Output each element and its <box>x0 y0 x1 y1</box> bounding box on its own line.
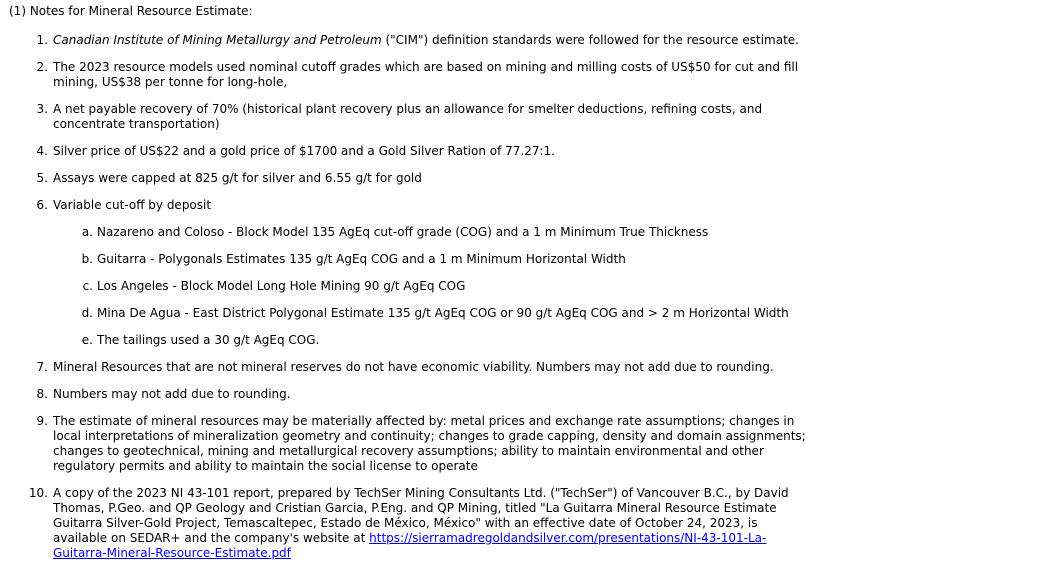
notes-document <box>9 4 809 573</box>
cutoff-sublist <box>53 225 809 348</box>
note-number: 3. <box>36 102 48 116</box>
note-item-8 <box>9 387 809 402</box>
note-number: 9. <box>36 414 48 428</box>
note-number: 1. <box>36 33 48 47</box>
note-number: 5. <box>36 171 48 185</box>
note-item-10 <box>9 486 809 561</box>
sub-item-text: Nazareno and Coloso - Block Model 135 AgEq cut-off grade (COG) and a 1 m Minimum True Thickness <box>97 225 709 239</box>
sub-item-c <box>53 279 809 294</box>
note-text: Assays were capped at 825 g/t for silver and 6.55 g/t for gold <box>53 171 422 185</box>
note-text: The estimate of mineral resources may be materially affected by: metal prices and exchange rate assumptions; changes in local interpretations of mineralization geometry and continuity; changes to grade capping, density and domain assignments; changes to geotechnical, mining and metallurgical recovery assumptions; ability to maintain environmental and other regulatory permits and ability to maintain the social license to operate <box>53 414 806 473</box>
sub-item-letter: a. <box>81 225 93 239</box>
sub-item-text: The tailings used a 30 g/t AgEq COG. <box>97 333 320 347</box>
note-item-6 <box>9 198 809 348</box>
note-text: Variable cut-off by deposit <box>53 198 212 212</box>
note-text: Numbers may not add due to rounding. <box>53 387 291 401</box>
report-download-link[interactable]: https://sierramadregoldandsilver.com/presentations/NI-43-101-La-Guitarra-Mineral-Resource-Estimate.pdf <box>53 531 767 560</box>
note-item-2 <box>9 60 809 90</box>
note-number: 7. <box>36 360 48 374</box>
sub-item-text: Los Angeles - Block Model Long Hole Mining 90 g/t AgEq COG <box>97 279 466 293</box>
note-number: 8. <box>36 387 48 401</box>
note-number: 10. <box>28 486 48 500</box>
organization-name: Canadian Institute of Mining Metallurgy and Petroleum <box>53 33 382 47</box>
note-item-7 <box>9 360 809 375</box>
sub-item-b <box>53 252 809 267</box>
sub-item-a <box>53 225 809 240</box>
note-text: ("CIM") definition standards were followed for the resource estimate. <box>381 33 799 47</box>
note-item-9 <box>9 414 809 474</box>
sub-item-text: Guitarra - Polygonals Estimates 135 g/t AgEq COG and a 1 m Minimum Horizontal Width <box>97 252 626 266</box>
sub-item-letter: d. <box>81 306 93 320</box>
note-number: 4. <box>36 144 48 158</box>
notes-heading: (1) Notes for Mineral Resource Estimate: <box>9 4 253 18</box>
sub-item-letter: c. <box>82 279 93 293</box>
notes-list <box>9 33 809 561</box>
note-text: Silver price of US$22 and a gold price of $1700 and a Gold Silver Ration of 77.27:1. <box>53 144 555 158</box>
sub-item-d <box>53 306 809 321</box>
note-number: 2. <box>36 60 48 74</box>
note-item-1 <box>9 33 809 48</box>
note-number: 6. <box>36 198 48 212</box>
sub-item-letter: b. <box>81 252 93 266</box>
note-item-3 <box>9 102 809 132</box>
note-item-5 <box>9 171 809 186</box>
note-item-4 <box>9 144 809 159</box>
sub-item-text: Mina De Agua - East District Polygonal Estimate 135 g/t AgEq COG or 90 g/t AgEq COG and > 2 m Horizontal Width <box>97 306 789 320</box>
note-text: Mineral Resources that are not mineral reserves do not have economic viability. Numbers may not add due to rounding. <box>53 360 774 374</box>
note-text: The 2023 resource models used nominal cutoff grades which are based on mining and milling costs of US$50 for cut and fill mining, US$38 per tonne for long-hole, <box>53 60 799 89</box>
note-text: A copy of the 2023 NI 43-101 report, prepared by TechSer Mining Consultants Ltd. ("TechSer") of Vancouver B.C., by David Thomas, P.Geo. and QP Geology and Cristian Garcia, P.Eng. and QP Mining, titled "La Guitarra Mineral Resource Estimate Guitarra Silver-Gold Project, Temascaltepec, Estado de México, México" with an effective date of October 24, 2023, is available on SEDAR+ and the company's website at <box>53 486 789 545</box>
sub-item-e <box>53 333 809 348</box>
note-text: A net payable recovery of 70% (historical plant recovery plus an allowance for smelter deductions, refining costs, and concentrate transportation) <box>53 102 763 131</box>
sub-item-letter: e. <box>81 333 93 347</box>
